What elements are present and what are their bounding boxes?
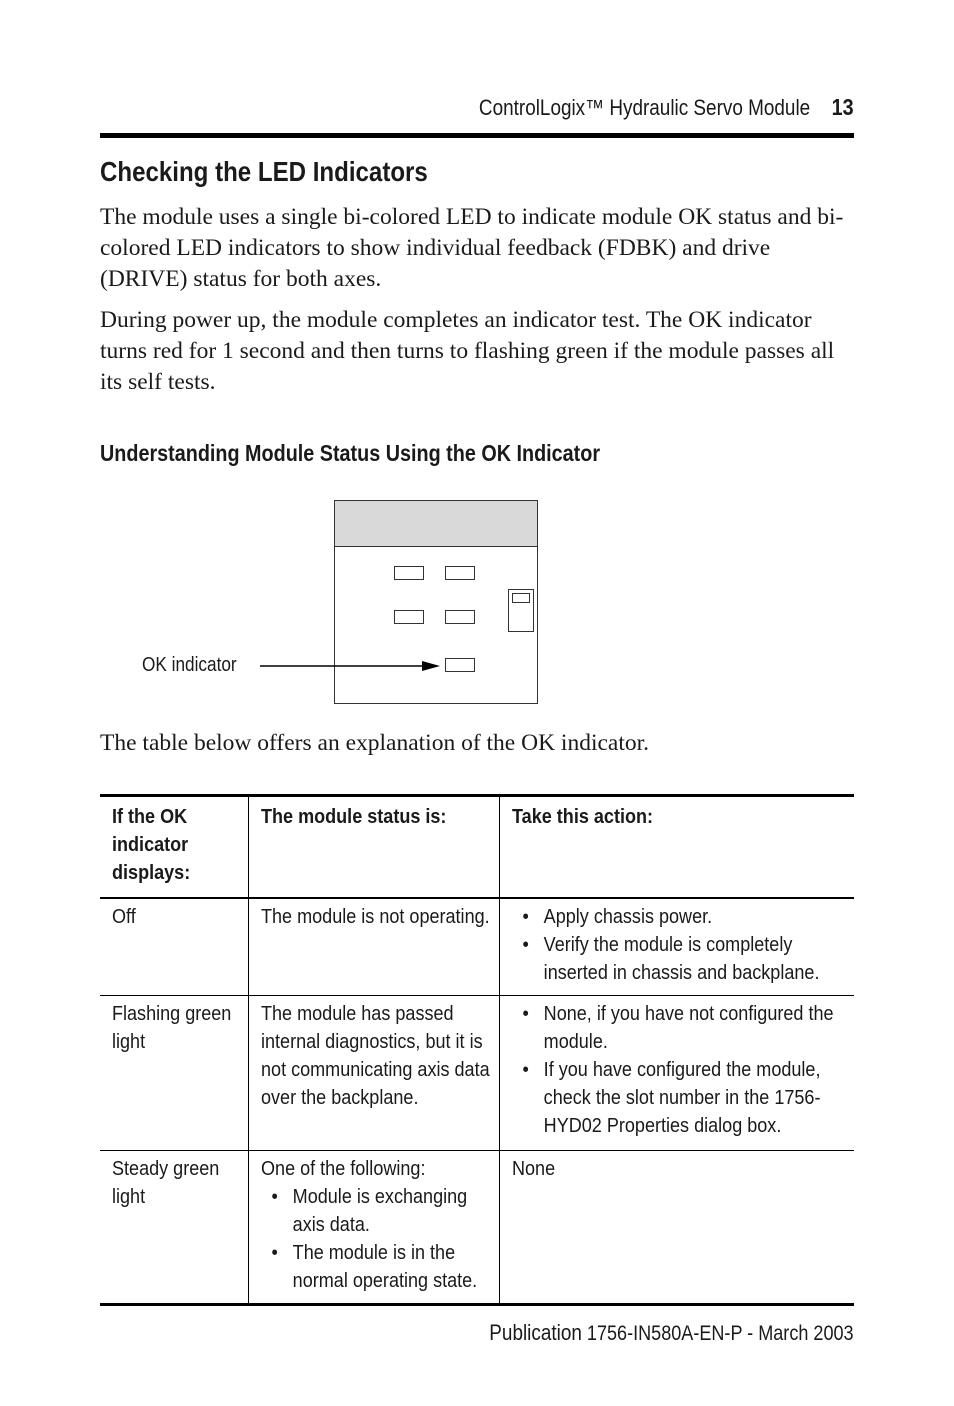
list-item: • If you have configured the module, check the slot number in the 1756-HYD02 Properties dialog box. [544,1056,845,1140]
status-cell [249,1151,500,1305]
list-item: • Verify the module is completely inserted in chassis and backplane. [544,931,845,987]
column-header-display: If the OK indicator displays: [112,805,191,884]
led-indicator [394,566,424,580]
column-header-action: Take this action: [500,796,855,899]
list-item: • The module is in the normal operating state. [293,1239,490,1295]
status-intro: One of the following: [261,1157,426,1180]
running-head [425,94,854,121]
module-diagram-top [335,501,537,547]
table-header-row [100,796,854,899]
display-cell: Off [112,905,136,928]
module-latch [508,589,534,632]
status-cell: The module is not operating. [249,898,500,996]
subsection-title [100,440,681,467]
action-cell [500,898,855,996]
publication-number: 1756-IN580A-EN-P - March 2003 [587,1322,854,1345]
module-latch-window [512,593,530,603]
subsection-title-text: Understanding Module Status Using the OK Indicator [100,440,601,466]
table-row [100,898,854,996]
table-intro-paragraph: The table below offers an explanation of the OK indicator. [100,730,650,756]
section-title [100,156,481,188]
action-cell [500,996,855,1151]
ok-led-indicator [445,658,475,672]
intro-paragraph: The module uses a single bi-colored LED to indicate module OK status and bi-colored LED indicators to show individual feedback (FDBK) and drive (DRIVE) status for both axes. [100,204,844,292]
header-rule [100,133,854,138]
ok-indicator-table [100,794,854,1306]
page-number: 13 [831,94,854,120]
led-indicator [445,610,475,624]
list-item: • Apply chassis power. [544,903,845,931]
publication-label: Publication [489,1320,583,1345]
led-indicator [394,610,424,624]
ok-indicator-label [142,654,252,677]
column-header-status: The module status is: [249,796,500,899]
document-title: ControlLogix™ Hydraulic Servo Module [479,95,811,120]
display-cell: Flashing green light [112,1002,232,1053]
list-item: • None, if you have not configured the module. [544,1000,845,1056]
list-item: • Module is exchanging axis data. [293,1183,490,1239]
power-up-paragraph: During power up, the module completes an indicator test. The OK indicator turns red for 1 second and then turns to flashing green if the module passes all its self tests. [100,307,835,395]
ok-indicator-arrow [258,658,444,674]
action-cell: None [500,1151,855,1305]
table-row [100,1151,854,1305]
led-indicator [445,566,475,580]
table-row [100,996,854,1151]
page-footer [430,1320,854,1346]
status-cell: The module has passed internal diagnostics, but it is not communicating axis data over the backplane. [249,996,500,1151]
ok-indicator-label-text: OK indicator [142,654,237,676]
display-cell: Steady green light [112,1157,220,1208]
section-title-text: Checking the LED Indicators [100,156,428,187]
